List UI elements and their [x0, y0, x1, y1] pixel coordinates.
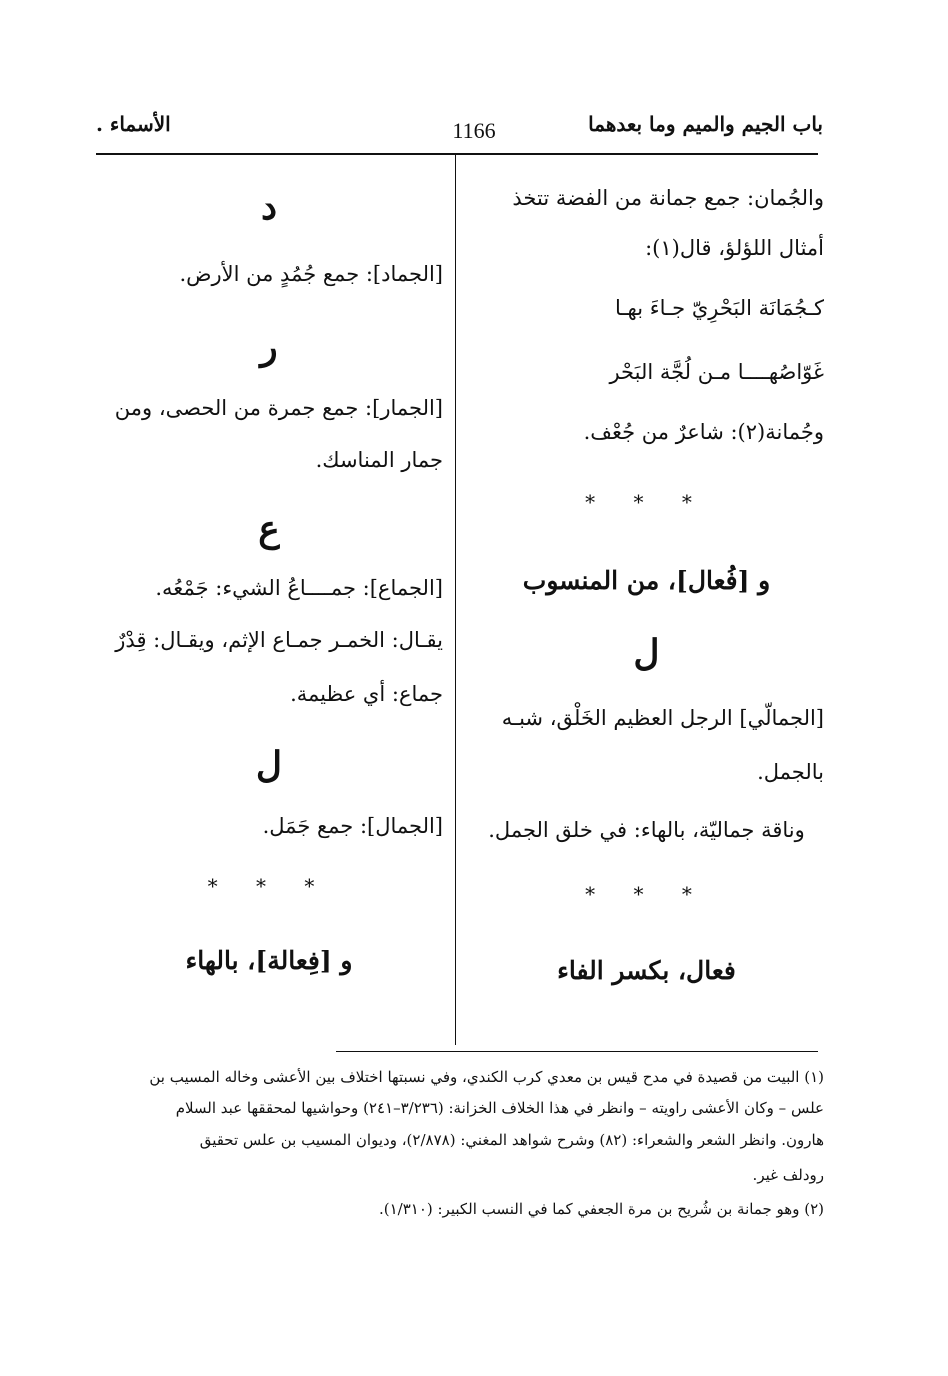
entry-jimaa-cont: يقـال: الخمـر جمـاع الإثم، ويقـال: قِدْرٌ [115, 628, 443, 652]
verse-line-2: غَوّاصُهــــا مـن لُجَّة البَحْر [609, 360, 824, 384]
entry-jimaal: [الجمال]: جمع جَمَل. [262, 814, 443, 838]
footnote-1-line-4: رودلف غير. [752, 1166, 824, 1184]
section-heading-fuaal-mansub: و [فُعال]، من المنسوب [522, 566, 771, 595]
running-header-chapter: باب الجيم والميم وما بعدهما [588, 112, 823, 136]
footnote-1-line-2: علس – وكان الأعشى راويته – وانظر في هذا الخلاف الخزانة: (٣/٢٣٦–٢٤١) وحواشيها لمحققها عبد السلام [175, 1099, 824, 1117]
page-number: 1166 [452, 118, 496, 143]
entry-jamali-cont: بالجمل. [757, 760, 824, 784]
letter-heading-ain: ع [258, 508, 280, 550]
entry-jumaan: والجُمان: جمع جمانة من الفضة تتخذ [512, 186, 824, 210]
section-heading-fiaala: و [فِعالة]، بالهاء [185, 946, 353, 975]
entry-jimaa-cont-2: جماع: أي عظيمة. [290, 682, 443, 706]
entry-jimaad: [الجماد]: جمع جُمُدٍ من الأرض. [179, 262, 443, 286]
entry-jumaan-cont: أمثال اللؤلؤ، قال(١): [645, 236, 824, 260]
footnote-rule [336, 1051, 818, 1052]
letter-heading-lam: ل [633, 632, 660, 674]
column-divider [455, 155, 456, 1045]
entry-jamali: [الجمالّي] الرجل العظيم الخَلْق، شبـه [501, 706, 824, 730]
entry-jimaar: [الجمار]: جمع جمرة من الحصى، ومن [114, 396, 443, 420]
footnote-1-line-1: (١) البيت من قصيدة في مدح قيس بن معدي كرب الكندي، وفي نسبتها اختلاف بين الأعشى وخاله المسيب بن [149, 1068, 824, 1086]
verse-line-1: كـجُمَانَة البَحْرِيّ جـاءَ بهـا [614, 296, 824, 320]
footnote-1-line-3: هارون. وانظر الشعر والشعراء: (٨٢) وشرح شواهد المغني: (٢/٨٧٨)، وديوان المسيب بن علس تحقيق [199, 1131, 824, 1149]
entry-jimaa: [الجماع]: جمــــاعُ الشيء: جَمْعُه. [155, 576, 443, 600]
letter-heading-ra: ر [260, 326, 278, 368]
section-separator: * * * [585, 882, 708, 906]
header-rule [96, 153, 818, 155]
letter-heading-lam: ل [255, 744, 283, 786]
section-separator: * * * [585, 490, 708, 514]
entry-jimaar-cont: جمار المناسك. [315, 448, 443, 472]
running-header-section: الأسماء . [96, 112, 171, 136]
section-heading-fiaal: فعال، بكسر الفاء [557, 956, 736, 985]
entry-jumaana-poet: وجُمانة(٢): شاعرٌ من جُعْف. [583, 420, 824, 444]
section-separator: * * * [207, 874, 331, 898]
entry-naqa-jamaliyya: وناقة جماليّة، بالهاء: في خلق الجمل. [488, 818, 805, 842]
letter-heading-dal: د [260, 186, 278, 228]
footnote-2: (٢) وهو جمانة بن شُريح بن مرة الجعفي كما في النسب الكبير: (١/٣١٠). [378, 1200, 824, 1218]
